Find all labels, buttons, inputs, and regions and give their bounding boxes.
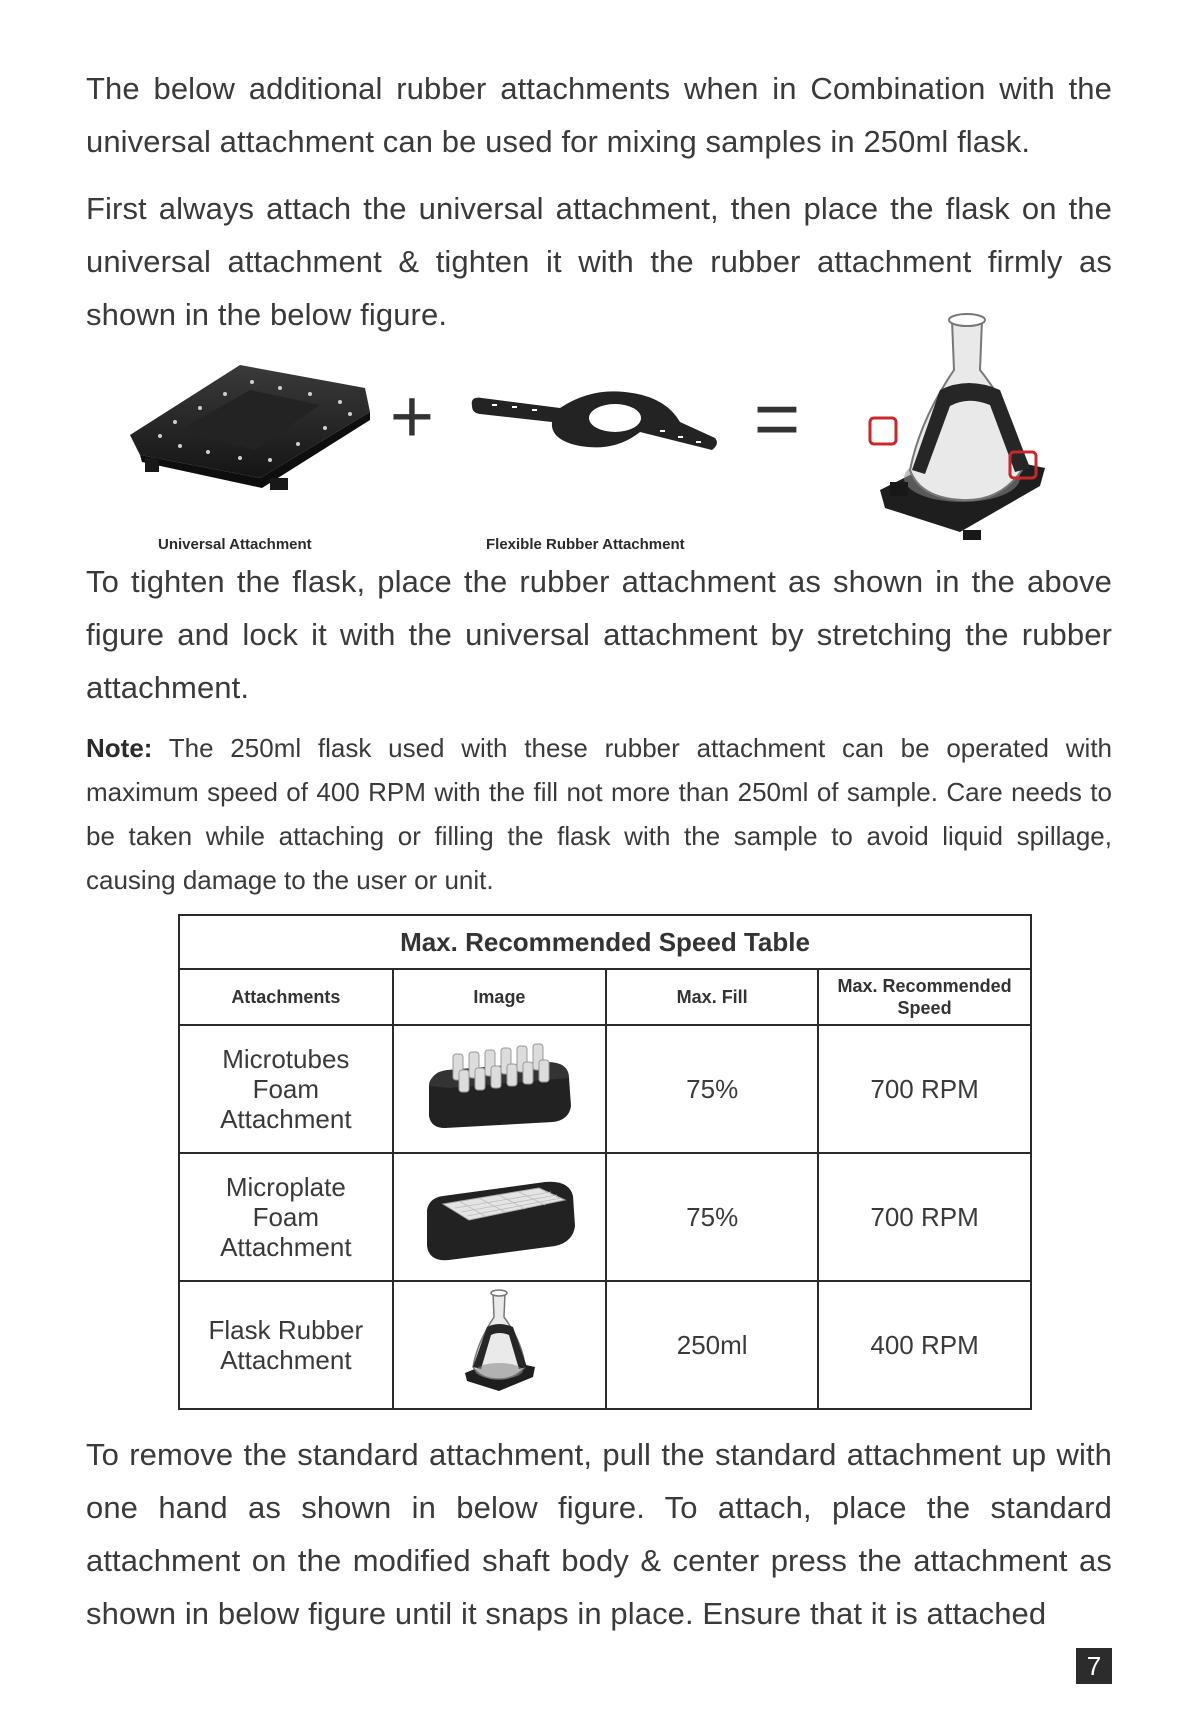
max-speed-value: 400 RPM	[818, 1281, 1031, 1409]
intro-paragraph: The below additional rubber attachments when in Combination with the universal attachment can be used for mixing samples in 250ml flask.	[86, 71, 1112, 159]
plus-symbol: +	[389, 374, 435, 459]
table-row	[179, 1025, 1031, 1153]
max-fill-value: 75%	[606, 1153, 818, 1281]
table-row	[179, 1281, 1031, 1409]
note-text: The 250ml flask used with these rubber attachment can be operated with maximum speed of 400 RPM with the fill not more than 250ml of sample. Care needs to be taken while attaching or filling the flask with the sample to avoid liquid spillage, causing damage to the user or unit.	[86, 733, 1112, 895]
microplate-foam-icon	[419, 1164, 579, 1264]
max-speed-value: 700 RPM	[818, 1025, 1031, 1153]
assembly-figure	[120, 310, 1080, 560]
assembled-flask-icon	[870, 314, 1045, 540]
caption-flexible-rubber-attachment: Flexible Rubber Attachment	[486, 536, 685, 553]
instruction-paragraph: First always attach the universal attachment, then place the flask on the universal attachment & tighten it with the rubber attachment firmly as shown in the below figure.	[86, 191, 1112, 332]
caption-universal-attachment: Universal Attachment	[158, 536, 312, 553]
highlight-box-left	[870, 418, 896, 444]
attachment-name: Microplate Foam Attachment	[220, 1172, 352, 1262]
header-image: Image	[393, 969, 607, 1025]
attachment-name: Microtubes Foam Attachment	[220, 1044, 352, 1134]
header-max-fill: Max. Fill	[606, 969, 818, 1025]
speed-table	[178, 914, 1032, 1410]
header-max-speed-text: Max. Recommended Speed	[837, 976, 1012, 1018]
tighten-paragraph: To tighten the flask, place the rubber attachment as shown in the above figure and lock it with the universal attachment by stretching the rubber attachment.	[86, 564, 1112, 705]
microtubes-foam-icon	[419, 1036, 579, 1136]
attachment-name: Flask Rubber Attachment	[208, 1315, 364, 1375]
remove-attach-paragraph: To remove the standard attachment, pull the standard attachment up with one hand as shown in below figure. To attach, place the standard attachment on the modified shaft body & center press the attachment as shown in below figure until it snaps in place. Ensure that it is attached	[86, 1437, 1112, 1631]
note-paragraph	[86, 726, 1112, 902]
note-label: Note:	[86, 733, 153, 763]
max-speed-value: 700 RPM	[818, 1153, 1031, 1281]
max-fill-value: 250ml	[606, 1281, 818, 1409]
header-attachments: Attachments	[179, 969, 393, 1025]
page-number: 7	[1076, 1648, 1112, 1684]
table-row	[179, 1153, 1031, 1281]
equals-symbol: =	[753, 374, 801, 463]
flexible-rubber-attachment-icon	[472, 391, 717, 450]
flask-rubber-icon	[459, 1287, 539, 1397]
universal-attachment-icon	[130, 365, 370, 490]
max-fill-value: 75%	[606, 1025, 818, 1153]
header-max-speed	[818, 969, 1031, 1025]
table-title: Max. Recommended Speed Table	[179, 915, 1031, 969]
